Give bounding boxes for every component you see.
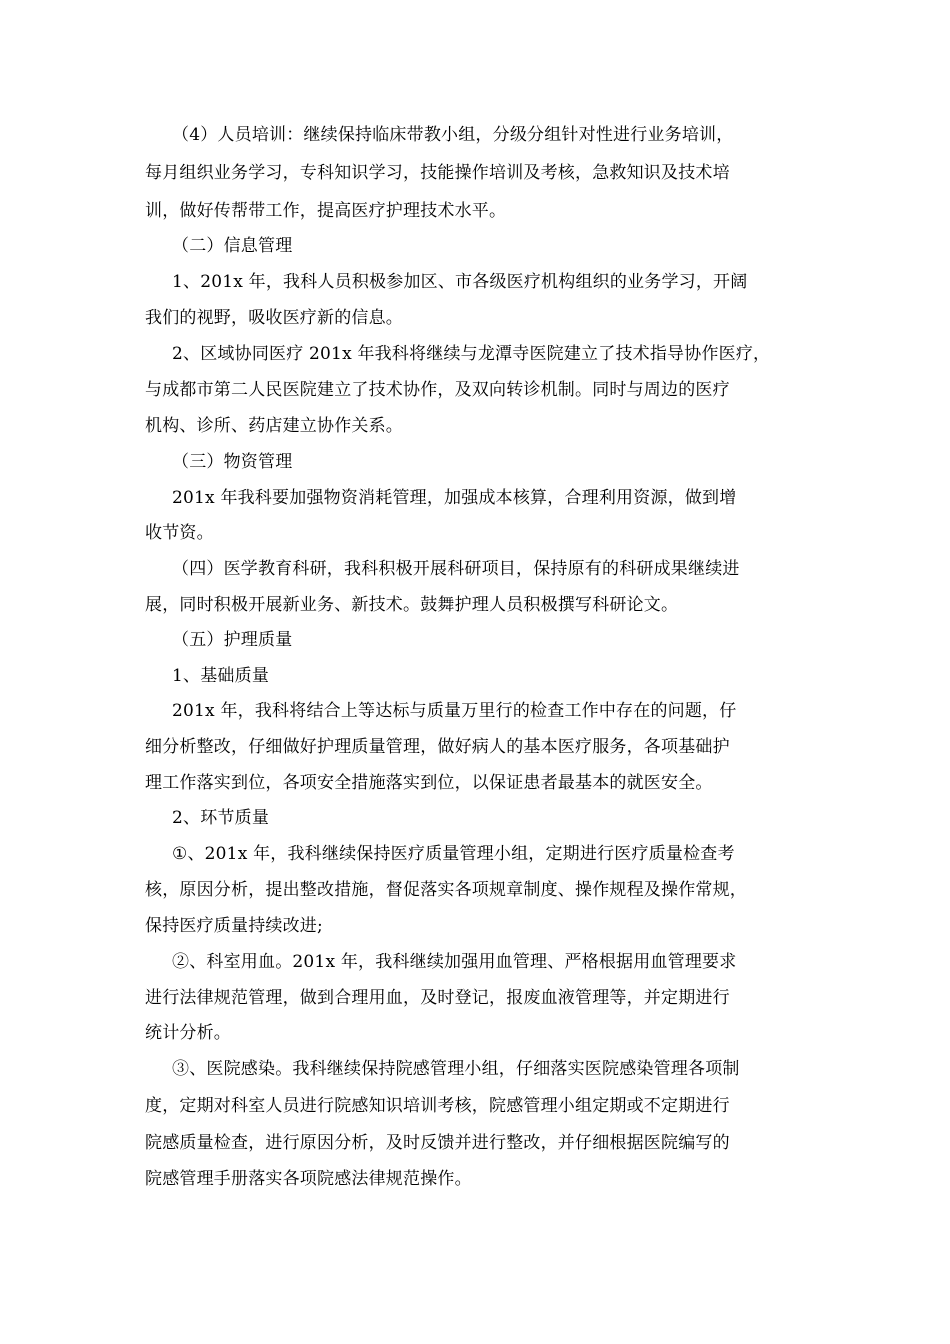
- section-heading: （三）物资管理: [172, 452, 293, 472]
- text-line: 保持医疗质量持续改进;: [145, 916, 323, 936]
- subsection-heading: 1、基础质量: [172, 666, 270, 686]
- text-line: 统计分析。: [145, 1023, 231, 1043]
- text-line: 院感管理手册落实各项院感法律规范操作。: [145, 1169, 472, 1189]
- text-line: 度，定期对科室人员进行院感知识培训考核，院感管理小组定期或不定期进行: [145, 1096, 730, 1116]
- text-line: 201x 年，我科将结合上等达标与质量万里行的检查工作中存在的问题，仔: [172, 701, 737, 721]
- text-line: 1、201x 年，我科人员积极参加区、市各级医疗机构组织的业务学习，开阔: [172, 272, 748, 292]
- text-line: 进行法律规范管理，做到合理用血，及时登记，报废血液管理等，并定期进行: [145, 988, 730, 1008]
- text-line: ③、医院感染。我科继续保持院感管理小组，仔细落实医院感染管理各项制: [172, 1059, 740, 1079]
- text-line: 2、区域协同医疗 201x 年我科将继续与龙潭寺医院建立了技术指导协作医疗，: [172, 344, 771, 364]
- text-line: （4）人员培训：继续保持临床带教小组，分级分组针对性进行业务培训，: [172, 125, 734, 145]
- section-heading: （二）信息管理: [172, 236, 293, 256]
- text-line: 细分析整改，仔细做好护理质量管理，做好病人的基本医疗服务，各项基础护: [145, 737, 730, 757]
- text-line: ①、201x 年，我科继续保持医疗质量管理小组，定期进行医疗质量检查考: [172, 844, 735, 864]
- text-line: 训，做好传帮带工作，提高医疗护理技术水平。: [145, 201, 507, 221]
- text-line: 收节资。: [145, 523, 214, 543]
- text-line: 我们的视野，吸收医疗新的信息。: [145, 308, 403, 328]
- text-line: 展，同时积极开展新业务、新技术。鼓舞护理人员积极撰写科研论文。: [145, 595, 679, 615]
- text-line: 理工作落实到位，各项安全措施落实到位，以保证患者最基本的就医安全。: [145, 773, 713, 793]
- text-line: 核，原因分析，提出整改措施，督促落实各项规章制度、操作规程及操作常规，: [145, 880, 747, 900]
- text-line: 每月组织业务学习，专科知识学习，技能操作培训及考核，急救知识及技术培: [145, 163, 730, 183]
- text-line: 院感质量检查，进行原因分析，及时反馈并进行整改，并仔细根据医院编写的: [145, 1133, 730, 1153]
- subsection-heading: 2、环节质量: [172, 808, 270, 828]
- text-line: 与成都市第二人民医院建立了技术协作，及双向转诊机制。同时与周边的医疗: [145, 380, 730, 400]
- section-heading: （五）护理质量: [172, 630, 293, 650]
- text-line: 机构、诊所、药店建立协作关系。: [145, 416, 403, 436]
- text-line: 201x 年我科要加强物资消耗管理，加强成本核算，合理利用资源，做到增: [172, 488, 737, 508]
- text-line: （四）医学教育科研，我科积极开展科研项目，保持原有的科研成果继续进: [172, 559, 740, 579]
- text-line: ②、科室用血。201x 年，我科继续加强用血管理、严格根据用血管理要求: [172, 952, 737, 972]
